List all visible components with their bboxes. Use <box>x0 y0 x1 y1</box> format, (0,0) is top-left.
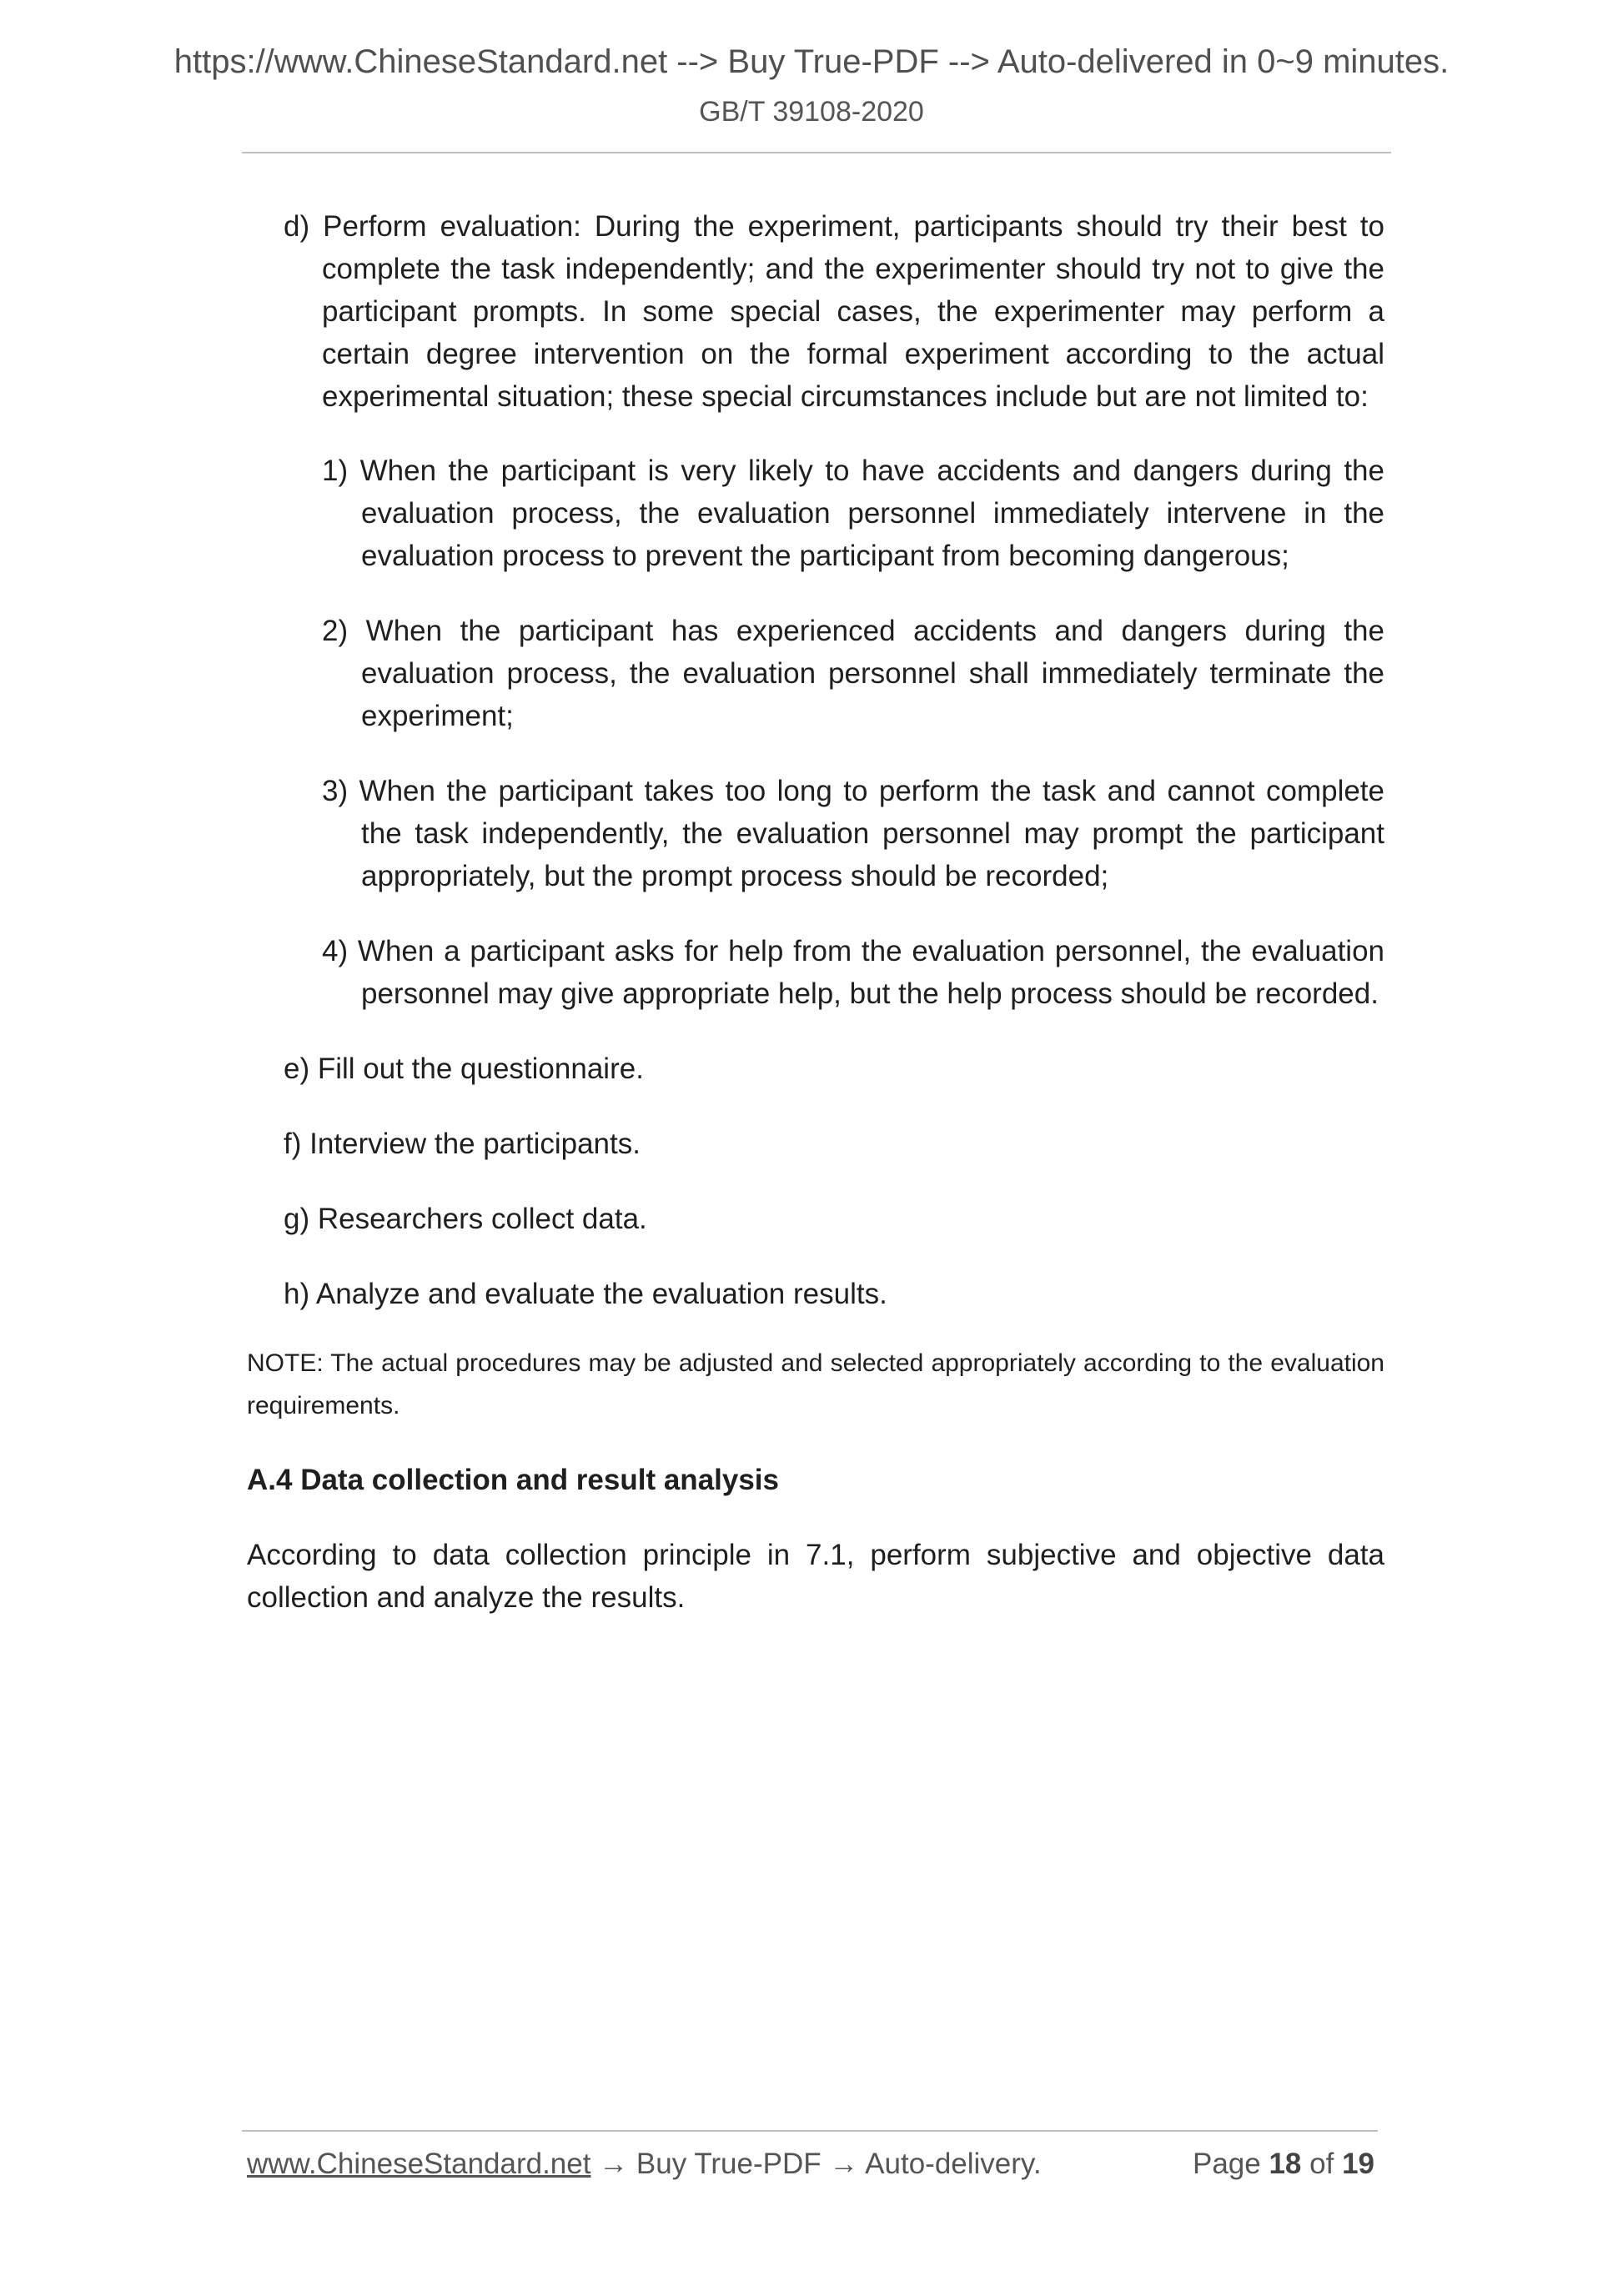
footer-left <box>247 2148 1042 2181</box>
list-item-f: f) Interview the participants. <box>284 1128 641 1160</box>
note: NOTE: The actual procedures may be adjusted and selected appropriately according to the evaluation requirements. <box>247 1349 1384 1419</box>
footer-link[interactable]: www.ChineseStandard.net <box>247 2148 591 2180</box>
footer-divider <box>242 2130 1378 2132</box>
sub-item-4: 4) When a participant asks for help from the evaluation personnel, the evaluation personnel may give appropriate help, but the help process should be recorded. <box>322 935 1384 1010</box>
sub-item-2: 2) When the participant has experienced accidents and dangers during the evaluation process, the evaluation personnel shall immediately terminate the experiment; <box>322 615 1384 732</box>
standard-number: GB/T 39108-2020 <box>699 96 924 128</box>
footer-tagline: → Buy True-PDF → Auto-delivery. <box>590 2148 1042 2180</box>
list-item-e: e) Fill out the questionnaire. <box>284 1053 644 1085</box>
list-item-h: h) Analyze and evaluate the evaluation results. <box>284 1278 887 1310</box>
page-content <box>247 205 1384 1619</box>
sub-item-1: 1) When the participant is very likely to have accidents and dangers during the evaluation process, the evaluation personnel immediately intervene in the evaluation process to prevent the participant from becoming dangerous; <box>322 455 1384 572</box>
page-total: 19 <box>1342 2148 1374 2180</box>
section-paragraph: According to data collection principle in 7.1, perform subjective and objective data collection and analyze the results. <box>247 1539 1384 1614</box>
sub-item-3: 3) When the participant takes too long to perform the task and cannot complete the task independently, the evaluation personnel may prompt the participant appropriately, but the prompt process should be recorded; <box>322 775 1384 892</box>
list-item-d: d) Perform evaluation: During the experiment, participants should try their best to complete the task independently; and the experimenter should try not to give the participant prompts. In some special cases, the experimenter may perform a certain degree intervention on the formal experiment according to the actual experimental situation; these special circumstances include but are not limited to: <box>284 210 1384 413</box>
section-heading: A.4 Data collection and result analysis <box>247 1464 779 1496</box>
list-item-g: g) Researchers collect data. <box>284 1203 647 1235</box>
header-banner: https://www.ChineseStandard.net --> Buy True-PDF --> Auto-delivered in 0~9 minutes. <box>173 43 1450 80</box>
page-of: of <box>1309 2148 1334 2180</box>
page-label: Page <box>1192 2148 1261 2180</box>
page-current: 18 <box>1269 2148 1302 2180</box>
header-divider <box>242 152 1391 153</box>
page-indicator <box>1193 2148 1374 2181</box>
